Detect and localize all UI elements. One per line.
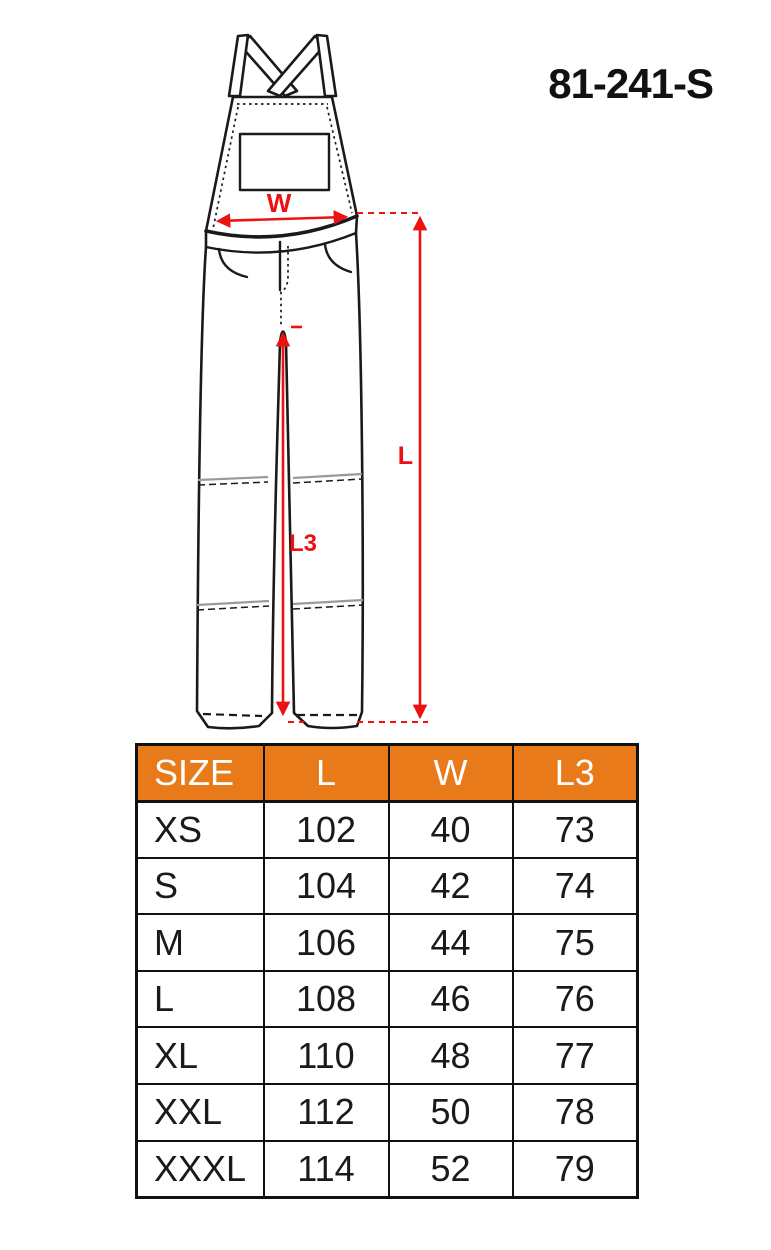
cell-l: 114 [264,1141,389,1198]
table-row-xs [137,801,638,858]
product-code: 81-241-S [548,60,713,107]
table-row-xl [137,1027,638,1084]
strap-outer-left [229,35,248,96]
cell-w: 46 [389,971,513,1028]
cell-l3: 74 [513,858,638,915]
cell-w: 52 [389,1141,513,1198]
cell-l3: 75 [513,914,638,971]
cell-l3: 73 [513,801,638,858]
size-chart-table [135,743,639,1199]
cell-l3: 79 [513,1141,638,1198]
cell-l: 104 [264,858,389,915]
cell-w: 40 [389,801,513,858]
cell-size: XXXL [137,1141,264,1198]
header-cell-w: W [389,745,513,802]
cell-size: XL [137,1027,264,1084]
table-row-xxl [137,1084,638,1141]
table-row-l [137,971,638,1028]
header-cell-l: L [264,745,389,802]
cell-w: 44 [389,914,513,971]
cell-l3: 77 [513,1027,638,1084]
header-cell-size: SIZE [137,745,264,802]
cell-size: S [137,858,264,915]
cell-l: 110 [264,1027,389,1084]
size-chart [135,743,639,1199]
header-cell-l3: L3 [513,745,638,802]
waist-measure-label: W [266,188,292,218]
cell-l: 108 [264,971,389,1028]
table-row-m [137,914,638,971]
cell-w: 48 [389,1027,513,1084]
table-header-row [137,745,638,802]
cell-l: 112 [264,1084,389,1141]
strap-outer-right [317,35,336,96]
length-measure-label: L [397,442,413,470]
cell-w: 50 [389,1084,513,1141]
cell-size: M [137,914,264,971]
cell-w: 42 [389,858,513,915]
shoulder-straps [229,35,336,96]
cell-l: 106 [264,914,389,971]
inseam-measure-label: L3 [289,530,318,557]
table-row-xxxl [137,1141,638,1198]
cell-l3: 76 [513,971,638,1028]
cell-size: L [137,971,264,1028]
cell-l3: 78 [513,1084,638,1141]
cell-size: XXL [137,1084,264,1141]
cell-l: 102 [264,801,389,858]
table-row-s [137,858,638,915]
cell-size: XS [137,801,264,858]
